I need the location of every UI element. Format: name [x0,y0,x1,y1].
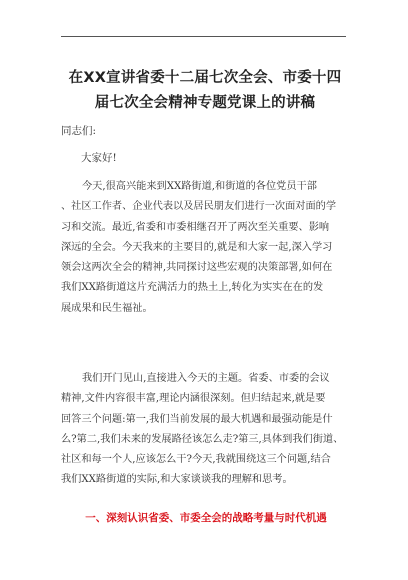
paragraph-line: 回答三个问题:第一,我们当前发展的最大机遇和最强动能是什 [61,413,333,425]
title-line: 届七次全会精神专题党课上的讲稿 [94,95,316,111]
greeting: 大家好! [81,152,117,164]
paragraph-line: 今天,很高兴能来到XX路街道,和街道的各位党员干部 [82,181,317,192]
salutation: 同志们: [61,125,97,137]
paragraph-1 [61,177,351,319]
paragraph-line: 习和交流。最近,省委和市委相继召开了两次至关重要、影响 [61,221,330,233]
paragraph-line: 么?第二,我们未来的发展路径该怎么走?第三,具体到我们街道、 [61,433,344,445]
paragraph-line: 深远的全会。今天我来的主要目的,就是和大家一起,深入学习 [61,241,333,253]
header-rule [61,36,346,37]
paragraph-line: 社区和每一个人,应该怎么干?今天,我就围绕这三个问题,结合 [61,454,331,466]
paragraph-line: 我们XX路街道的实际,和大家谈谈我的理解和思考。 [61,474,293,486]
paragraph-line: 、社区工作者、企业代表以及居民朋友们进行一次面对面的学 [61,201,337,213]
section-heading: 一、深刻认识省委、市委全会的战略考量与时代机遇 [85,512,327,524]
paragraph-line: 领会这两次全会的精神,共同探讨这些宏观的决策部署,如何在 [61,262,333,274]
title-line: 在XX宣讲省委十二届七次全会、市委十四 [68,70,342,86]
paragraph-line: 我们开门见山,直接进入今天的主题。省委、市委的会议 [82,373,330,384]
document-title [40,66,370,116]
paragraph-line: 精神,文件内容很丰富,理论内涵很深刻。但归结起来,就是要 [61,393,326,405]
paragraph-line: 我们XX路街道这片充满活力的热土上,转化为实实在在的发 [61,282,324,294]
paragraph-line: 展成果和民生福祉。 [61,302,153,314]
paragraph-2 [61,369,351,491]
